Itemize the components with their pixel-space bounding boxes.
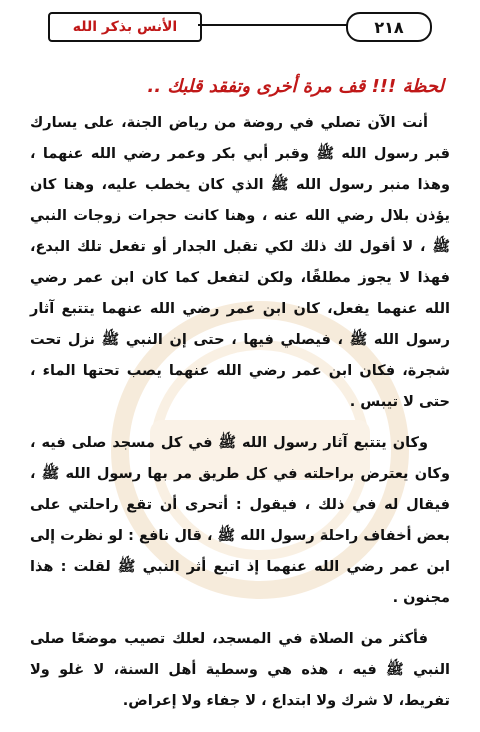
body-text	[30, 108, 450, 717]
section-heading: لحظة !!! قف مرة أخرى وتفقد قلبك ..	[147, 76, 444, 97]
paragraph-1: أنت الآن تصلي في روضة من رياض الجنة، على يسارك قبر رسول الله ﷺ وقبر أبي بكر وعمر رضي الله عنهما ، وهذا منبر رسول الله ﷺ الذي كان يخطب عليه، وهنا كان يؤذن بلال رضي الله عنه ، وهنا كانت حجرات زوجات النبي ﷺ ، لا أقول لك ذلك لكي تقبل الجدار أو تفعل تلك البدع، فهذا لا يجوز مطلقًا، ولكن لتفعل كما كان ابن عمر رضي الله عنهما يفعل، كان ابن عمر رضي الله عنهما يتتبع آثار رسول الله ﷺ ، فيصلي فيها ، حتى إن النبي ﷺ نزل تحت شجرة، فكان ابن عمر رضي الله عنهما يصب تحتها الماء ، حتى لا تيبس .	[30, 115, 450, 410]
book-title-box	[48, 12, 202, 42]
page-number: ٢١٨	[374, 17, 404, 37]
book-title: الأنس بذكر الله	[72, 19, 178, 35]
header-rule	[198, 24, 350, 26]
paragraph-2: وكان يتتبع آثار رسول الله ﷺ في كل مسجد صلى فيه ، وكان يعترض براحلته في كل طريق مر بها رسول الله ﷺ ، فيقال له في ذلك ، فيقول : أتحرى أن تقع راحلتي على بعض أخفاف راحلة رسول الله ﷺ ، قال نافع : لو نظرت إلى ابن عمر رضي الله عنهما إذ اتبع أثر النبي ﷺ لقلت : هذا مجنون .	[30, 435, 450, 606]
paragraph-3: فأكثر من الصلاة في المسجد، لعلك تصيب موضعًا صلى النبي ﷺ فيه ، هذه هي وسطية أهل السنة، لا غلو ولا تفريط، لا شرك ولا ابتداع ، لا جفاء ولا إعراض.	[30, 631, 450, 709]
page-number-box	[346, 12, 432, 42]
